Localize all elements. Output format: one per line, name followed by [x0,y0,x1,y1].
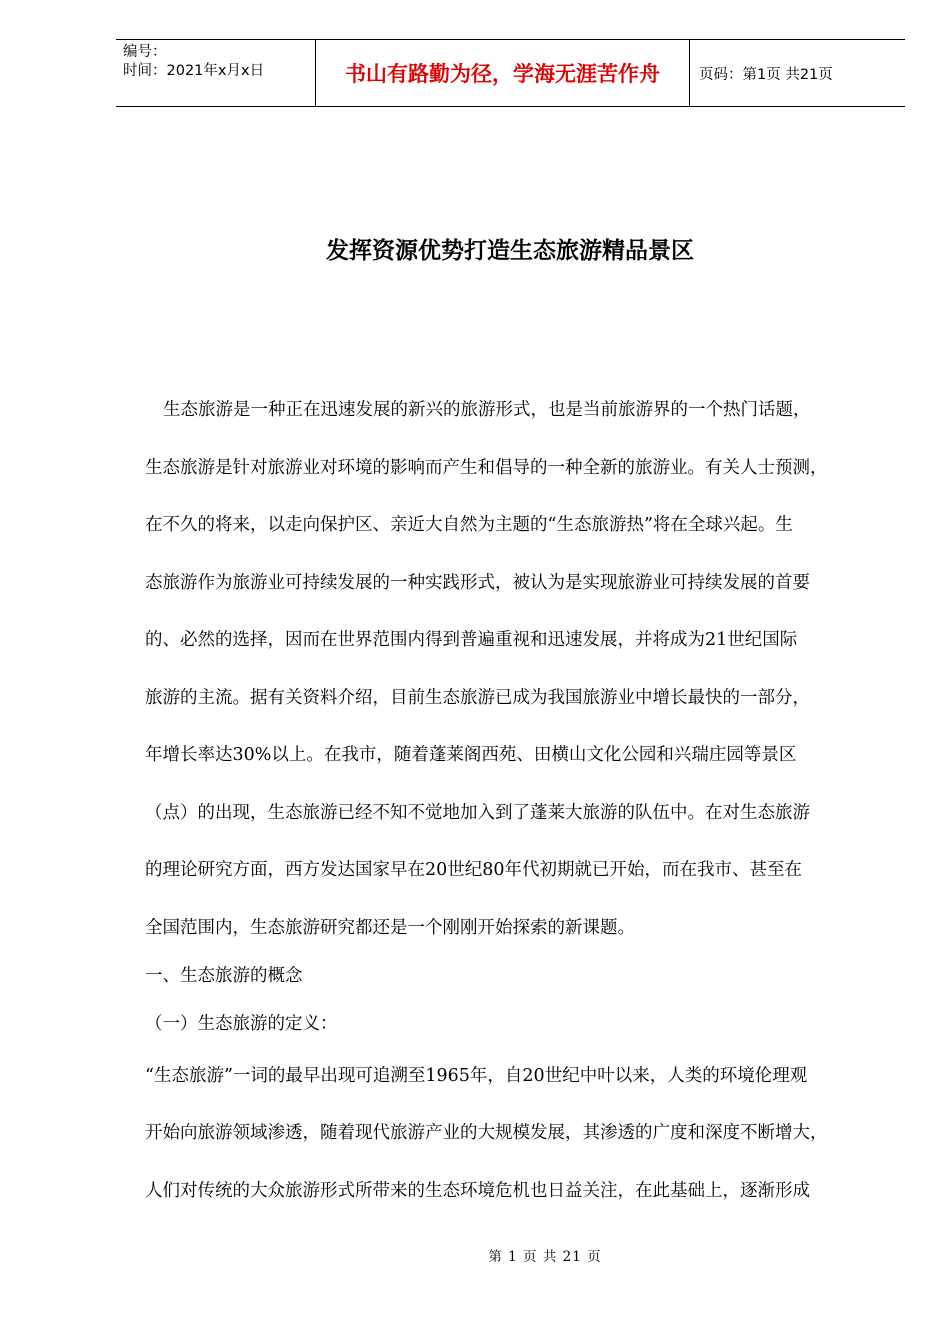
body-line: 的、必然的选择，因而在世界范围内得到普遍重视和迅速发展，并将成为21世纪国际 [145,630,798,650]
body-line: 旅游的主流。据有关资料介绍，目前生态旅游已成为我国旅游业中增长最快的一部分， [145,687,810,708]
body-line: 开始向旅游领域渗透，随着现代旅游产业的大规模发展，其渗透的广度和深度不断增大， [145,1123,828,1143]
body-line: 人们对传统的大众旅游形式所带来的生态环境危机也日益关注，在此基础上，逐渐形成 [145,1180,810,1201]
header-meta [116,40,316,106]
page-footer: 第 1 页 共 21 页 [488,1249,602,1265]
body-line: 的理论研究方面，西方发达国家早在20世纪80年代初期就已开始，而在我市、甚至在 [145,860,803,880]
body-line: 在不久的将来，以走向保护区、亲近大自然为主题的“生态旅游热”将在全球兴起。生 [145,515,793,535]
document-title: 发挥资源优势打造生态旅游精品景区 [326,237,694,264]
body-line: 态旅游作为旅游业可持续发展的一种实践形式，被认为是实现旅游业可持续发展的首要 [145,572,810,593]
body-line: 生态旅游是一种正在迅速发展的新兴的旅游形式，也是当前旅游界的一个热门话题， [163,400,811,420]
number-label: 编号： [123,44,167,60]
header-motto: 书山有路勤为径，学海无涯苦作舟 [316,40,690,106]
time-label: 时间：2021年x月x日 [123,63,265,79]
body-line: “生态旅游”一词的最早出现可追溯至1965年，自20世纪中叶以来，人类的环境伦理观 [145,1065,808,1086]
subsection-heading: （一）生态旅游的定义： [145,1013,338,1034]
body-line: （点）的出现，生态旅游已经不知不觉地加入到了蓬莱大旅游的队伍中。在对生态旅游 [145,802,810,823]
body-line: 全国范围内，生态旅游研究都还是一个刚刚开始探索的新课题。 [145,917,635,938]
page-header [116,39,905,107]
header-page-info: 页码：第1页 共21页 [699,66,833,83]
section-heading: 一、生态旅游的概念 [145,965,303,986]
document-body [145,388,890,1226]
body-line: 生态旅游是针对旅游业对环境的影响而产生和倡导的一种全新的旅游业。有关人士预测， [145,457,828,478]
body-line: 年增长率达30%以上。在我市，随着蓬莱阁西苑、田横山文化公园和兴瑞庄园等景区 [145,745,797,765]
